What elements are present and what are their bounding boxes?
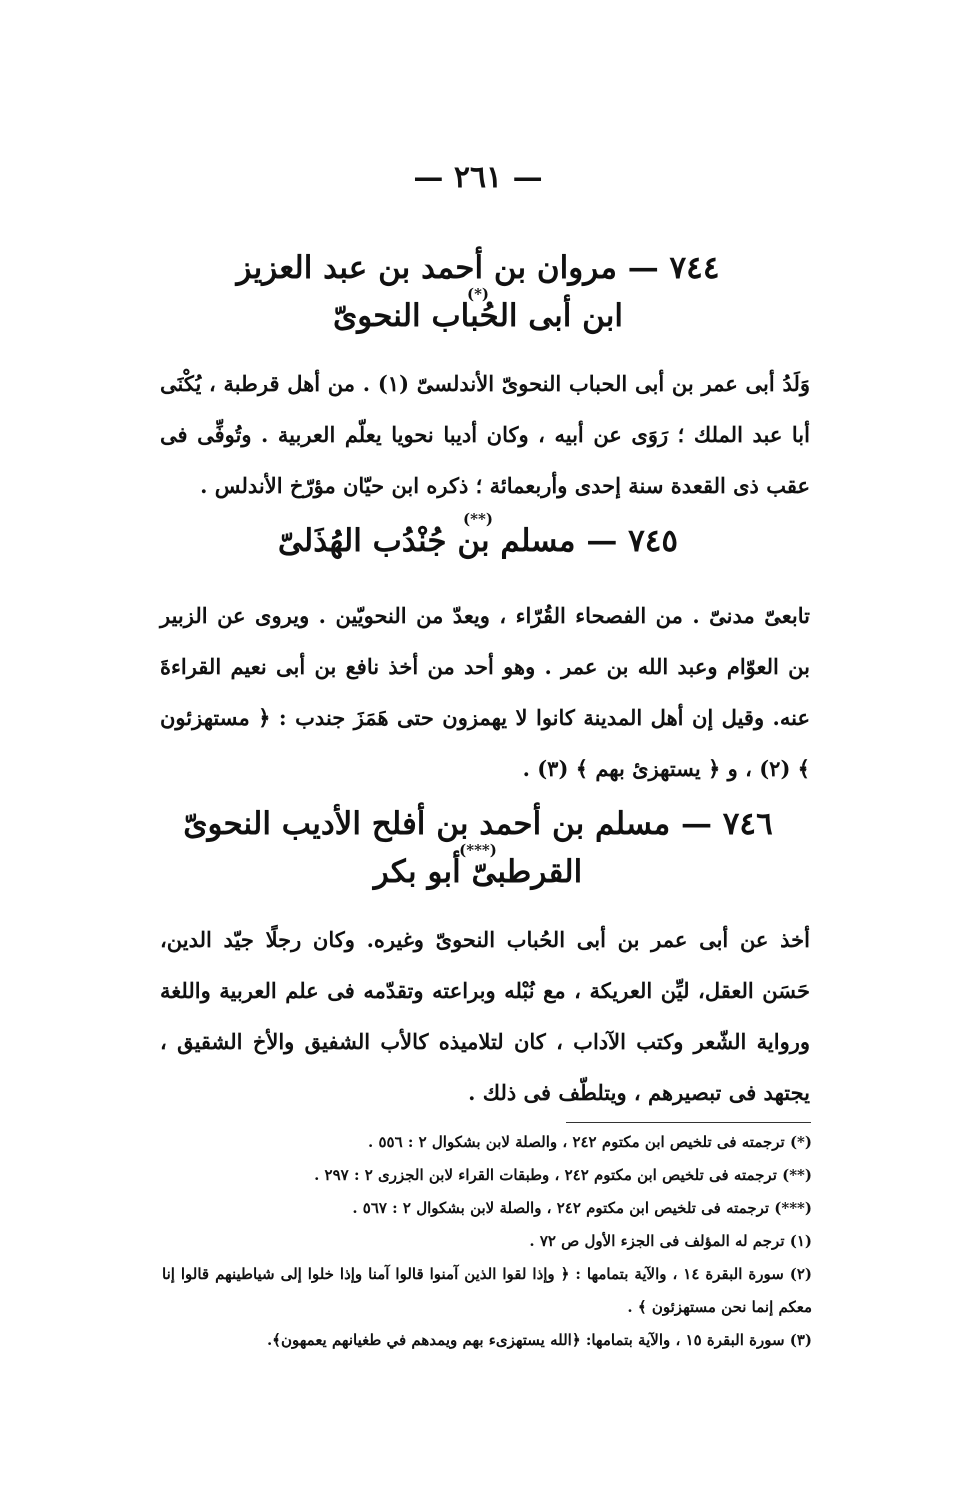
entry-745-title-note: (**): [463, 510, 493, 528]
entry-744-title-line2: ابن أبى الحُباب النحوىّ: [332, 298, 624, 335]
footnote-star1: (*) ترجمته فى تلخيص ابن مكتوم ٢٤٢ ، والصلة لابن بشكوال ٢ : ٥٥٦ .: [368, 1133, 812, 1151]
footnote-star2: (**) ترجمته فى تلخيص ابن مكتوم ٢٤٢ ، وطبقات القراء لابن الجزرى ٢ : ٢٩٧ .: [314, 1166, 812, 1184]
footnote-divider: [566, 1122, 811, 1123]
entry-744-title: [120, 250, 836, 335]
footnote-star3: (***) ترجمته فى تلخيص ابن مكتوم ٢٤٢ ، والصلة لابن بشكوال ٢ : ٥٦٧ .: [352, 1199, 812, 1217]
footnotes: [162, 1126, 812, 1357]
footnote-1: (١) ترجم له المؤلف فى الجزء الأول ص ٧٢ .: [529, 1232, 812, 1250]
footnote-2: (٢) سورة البقرة ١٤ ، والآية بتمامها : ﴿ وإذا لقوا الذين آمنوا قالوا آمنا وإذا خلوا إلى شياطينهم قالوا إنا معكم إنما نحن مستهزئون ﴾ .: [162, 1265, 812, 1316]
footnote-3: (٣) سورة البقرة ١٥ ، والآية بتمامها: ﴿الله يستهزىء بهم ويمدهم في طغيانهم يعمهون﴾.: [266, 1331, 812, 1349]
entry-745-title: [120, 512, 836, 560]
entry-746-title-line2: القرطبىّ أبو بكر: [373, 854, 583, 891]
entry-744-paragraph: وَلَدُ أبى عمر بن أبى الحباب النحوىّ الأندلسىّ (١) . من أهل قرطبة ، يُكْنَى أبا عبد الملك ؛ رَوَى عن أبيه ، وكان أديبا نحويا يعلّم العربية . وتُوفِّى فى عقب ذى القعدة سنة إحدى وأربعمائة ؛ ذكره ابن حيّان مؤرّخ الأندلس .: [160, 371, 811, 498]
entry-744-title-line1: ٧٤٤ — مروان بن أحمد بن عبد العزيز: [236, 250, 720, 286]
entry-745-title-line1: ٧٤٥ — مسلم بن جُنْدُب الهُذَلىّ: [277, 523, 679, 559]
entry-744-title-note: (*): [466, 285, 490, 304]
entry-746-title-line1: ٧٤٦ — مسلم بن أحمد بن أفلح الأديب النحوىّ: [183, 806, 773, 842]
entry-746-title-note: (***): [459, 841, 497, 860]
entry-745-paragraph: تابعىّ مدنىّ . من الفصحاء القُرّاء ، ويعدّ من النحويّين . ويروى عن الزبير بن العوّام وعبد الله بن عمر . وهو أحد من أخذ نافع بن أبى نعيم القراءةَ عنه. وقيل إن أهل المدينة كانوا لا يهمزون حتى هَمَزَ جندب : ﴿ مستهزئون ﴾ (٢) ، و ﴿ يستهزئ بهم ﴾ (٣) .: [160, 603, 810, 781]
entry-746-paragraph: أخذ عن أبى عمر بن أبى الحُباب النحوىّ وغيره. وكان رجلًا جيّد الدين، حَسَن العقل، ليِّن العريكة ، مع نُبْله وبراعته وتقدّمه فى علم العربية واللغة ورواية الشّعر وكتب الآداب ، كان لتلاميذه كالأب الشفيق والأخ الشقيق ، يجتهد فى تبصيرهم ، ويتلطّف فى ذلك .: [160, 927, 810, 1105]
entry-746-title: [120, 806, 836, 891]
page-number: — ٢٦١ —: [413, 160, 543, 195]
